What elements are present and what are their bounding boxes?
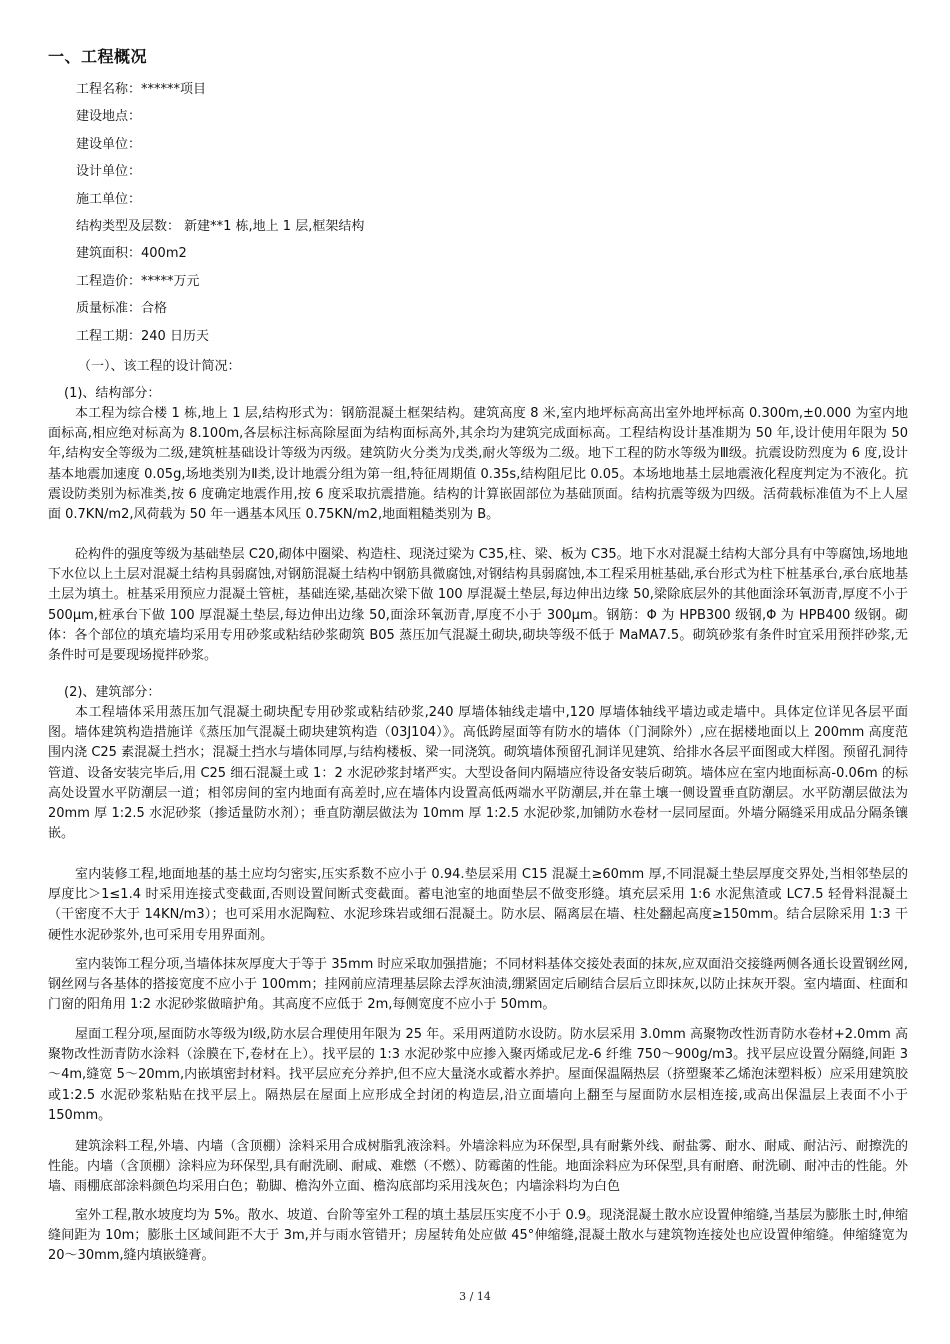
project-name: 工程名称：******项目	[76, 82, 207, 97]
owner-unit: 建设单位：	[76, 136, 142, 152]
structure-type: 结构类型及层数： 新建**1 栋,地上 1 层,框架结构	[76, 218, 365, 234]
architecture-paragraph-1: 本工程墙体采用蒸压加气混凝土砌块配专用砂浆或粘结砂浆,240 厚墙体轴线走墙中,120 厚墙体轴线平墙边或走墙中。具体定位详见各层平面图。墙体建筑构造措施详《蒸压加气混凝土砌块建筑构造（03J104）》。高低跨屋面等有防水的墙体（门洞除外）,应在据楼地面以上 200mm 高度范围内浇 C25 素混凝土挡水；混凝土挡水与墙体同厚,与结构楼板、梁一同浇筑。砌筑墙体预留孔洞详见建筑、给排水各层平面图或大样图。预留孔洞待管道、设备安装完毕后,用 C25 细石混凝土或 1：2 水泥砂浆封堵严实。大型设备间内隔墙应待设备安装后砌筑。墙体应在室内地面标高-0.06m 的标高处设置水平防潮层一道；相邻房间的室内地面有高差时,应在墙体内设置高低两端水平防潮层,并在靠土壤一侧设置垂直防潮层。水平防潮层做法为 20mm 厚 1:2.5 水泥砂浆（掺适量防水剂）；垂直防潮层做法为 10mm 厚 1:2.5 水泥砂浆,加铺防水卷材一层同屋面。外墙分隔缝采用成品分隔条镶嵌。	[48, 705, 908, 842]
quality-standard: 质量标准：合格	[76, 301, 168, 317]
design-unit: 设计单位：	[76, 164, 142, 180]
structure-paragraph-1: 本工程为综合楼 1 栋,地上 1 层,结构形式为：钢筋混凝土框架结构。建筑高度 8 米,室内地坪标高高出室外地坪标高 0.300m,±0.000 为室内地面标高,相应绝对标高为 8.100m,各层标注标高除屋面为结构面标高外,其余均为建筑完成面标高。工程结构设计基准期为 50 年,设计使用年限为 50 年,结构安全等级为二级,建筑桩基础设计等级为丙级。建筑防火分类为戊类,耐火等级为二级。地下工程的防水等级为Ⅲ级。抗震设防烈度为 6 度,设计基本地震加速度 0.05g,场地类别为Ⅱ类,设计地震分组为第一组,特征周期值 0.35s,结构阻尼比 0.05。本场地地基土层地震液化程度判定为不液化。抗震设防类别为标准类,按 6 度确定地震作用,按 6 度采取抗震措施。结构的计算嵌固部位为基础顶面。结构抗震等级为四级。活荷载标准值为不上人屋面 0.7KN/m2,风荷载为 50 年一遇基本风压 0.75KN/m2,地面粗糙类别为 B。	[48, 406, 908, 523]
structure-paragraph-2: 砼构件的强度等级为基础垫层 C20,砌体中圈梁、构造柱、现浇过梁为 C35,柱、梁、板为 C35。地下水对混凝土结构大部分具有中等腐蚀,场地地下水位以上土层对混凝土结构具弱腐蚀,对钢筋混凝土结构中钢筋具微腐蚀,对钢结构具弱腐蚀,本工程采用桩基础,承台形式为柱下桩基承台,承台底地基土层为填土。桩基采用预应力混凝土管桩，基础连梁,基础次梁下做 100 厚混凝土垫层,每边伸出边缘 50,梁除底层外的其他面涂环氧沥青,厚度不小于 500μm,桩承台下做 100 厚混凝土垫层,每边伸出边缘 50,面涂环氧沥青,厚度不小于 300μm。钢筋：Φ 为 HPB300 级钢,Φ 为 HPB400 级钢。砌体：各个部位的填充墙均采用专用砂浆或粘结砂浆砌筑 B05 蒸压加气混凝土砌块,砌块等级不低于 MaMA7.5。砌筑砂浆有条件时宜采用预拌砂浆,无条件时可是要现场搅拌砂浆。	[48, 547, 908, 664]
construction-unit: 施工单位：	[76, 191, 142, 207]
project-info-list	[76, 76, 364, 350]
page-number: 3 / 14	[459, 1290, 491, 1303]
project-cost: 工程造价：*****万元	[76, 273, 200, 289]
architecture-paragraph-2: 室内装修工程,地面地基的基土应均匀密实,压实系数不应小于 0.94.垫层采用 C15 混凝土≥60mm 厚,不同混凝土垫层厚度交界处,当相邻垫层的厚度比＞1≤1.4 时采用连接式变截面,否则设置间断式变截面。蓄电池室的地面垫层不做变形缝。填充层采用 1:6 水泥焦渣或 LC7.5 轻骨料混凝土（干密度不大于 14KN/m3）；也可采用水泥陶粒、水泥珍珠岩或细石混凝土。防水层、隔离层在墙、柱处翻起高度≥150mm。结合层除采用 1:3 干硬性水泥砂浆外,也可采用专用界面剂。	[48, 867, 908, 943]
architecture-heading: (2)、建筑部分：	[64, 685, 161, 700]
design-heading: （一）、该工程的设计简况：	[78, 359, 241, 374]
architecture-paragraph-6: 室外工程,散水坡度均为 5%。散水、坡道、台阶等室外工程的填土基层压实度不小于 0.9。现浇混凝土散水应设置伸缩缝,当基层为膨胀土时,伸缩缝间距为 10m；膨胀土区域间距不大于 3m,并与雨水管错开；房屋转角处应做 45°伸缩缝,混凝土散水与建筑物连接处也应设置伸缩缝。伸缩缝宽为 20～30mm,缝内填嵌缝膏。	[48, 1208, 908, 1264]
architecture-paragraph-3: 室内装饰工程分项,当墙体抹灰厚度大于等于 35mm 时应采取加强措施；不同材料基体交接处表面的抹灰,应双面沿交接缝两侧各通长设置钢丝网,钢丝网与各基体的搭接宽度不应小于 100mm；挂网前应清理基层除去浮灰油渍,绷紧固定后刷结合层后立即抹灰,以防止抹灰开裂。室内墙面、柱面和门窗的阳角用 1:2 水泥砂浆做暗护角。其高度不应低于 2m,每侧宽度不应小于 50mm。	[48, 957, 908, 1013]
construction-period: 工程工期：240 日历天	[76, 328, 209, 344]
architecture-paragraph-4: 屋面工程分项,屋面防水等级为Ⅰ级,防水层合理使用年限为 25 年。采用两道防水设防。防水层采用 3.0mm 高聚物改性沥青防水卷材+2.0mm 高聚物改性沥青防水涂料（涂膜在下,卷材在上）。找平层的 1:3 水泥砂浆中应掺入聚丙烯或尼龙-6 纤维 750～900g/m3。找平层应设置分隔缝,间距 3～4m,缝宽 5～20mm,内嵌填密封材料。找平层应充分养护,但不应大量浇水或蓄水养护。屋面保温隔热层（挤塑聚苯乙烯泡沫塑料板）应采用建筑胶或1:2.5 水泥砂浆粘贴在找平层上。隔热层在屋面上应形成全封闭的构造层,沿立面墙向上翻至与屋面防水层相连接,或高出保温层上表面不小于 150mm。	[48, 1027, 908, 1123]
section-title: 一、工程概况	[48, 47, 148, 66]
building-area: 建筑面积：400m2	[76, 246, 187, 262]
architecture-paragraph-5: 建筑涂料工程,外墙、内墙（含顶棚）涂料采用合成树脂乳液涂料。外墙涂料应为环保型,具有耐紫外线、耐盐雾、耐水、耐咸、耐沾污、耐擦洗的性能。内墙（含顶棚）涂料应为环保型,具有耐洗刷、耐咸、难燃（不燃）、防霉菌的性能。地面涂料应为环保型,具有耐磨、耐洗刷、耐冲击的性能。外墙、雨棚底部涂料颜色均采用白色；勒脚、檐沟外立面、檐沟底部均采用浅灰色；内墙涂料均为白色	[48, 1139, 908, 1195]
construction-location: 建设地点：	[76, 109, 142, 125]
structure-heading: (1)、结构部分：	[64, 386, 161, 401]
